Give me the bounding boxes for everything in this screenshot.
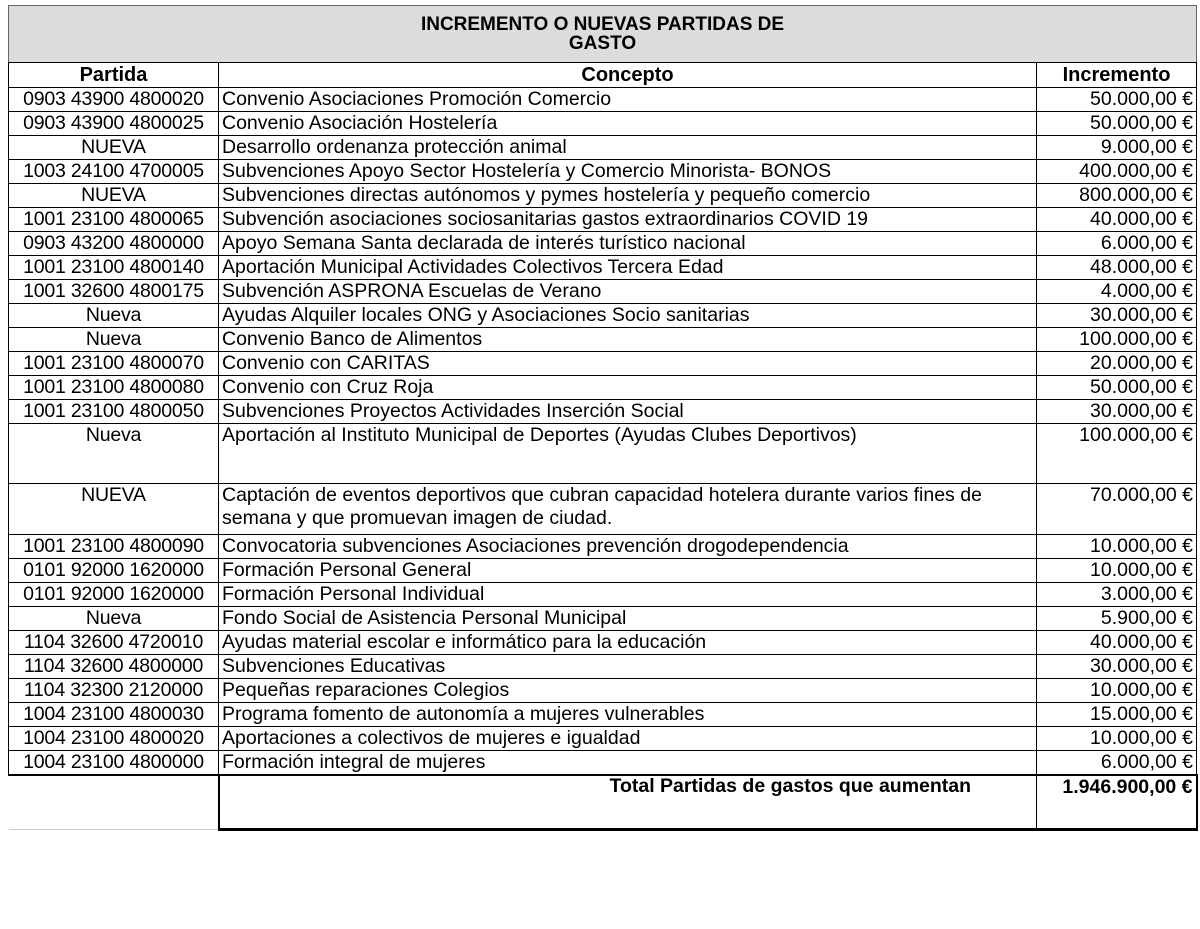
- incremento-cell: 70.000,00 €: [1037, 484, 1197, 535]
- concepto-cell: Convenio Banco de Alimentos: [219, 328, 1037, 352]
- partida-cell: 0903 43900 4800025: [9, 112, 219, 136]
- incremento-cell: 10.000,00 €: [1037, 559, 1197, 583]
- concepto-cell: Subvenciones Apoyo Sector Hostelería y Comercio Minorista- BONOS: [219, 160, 1037, 184]
- incremento-cell: 50.000,00 €: [1037, 88, 1197, 112]
- table-row: [9, 280, 1197, 304]
- table-row: [9, 304, 1197, 328]
- concepto-cell: Formación Personal Individual: [219, 583, 1037, 607]
- concepto-cell: Formación Personal General: [219, 559, 1037, 583]
- partida-cell: 1001 23100 4800080: [9, 376, 219, 400]
- concepto-cell: Convenio con CARITAS: [219, 352, 1037, 376]
- total-amount: 1.946.900,00 €: [1037, 775, 1197, 829]
- partida-cell: Nueva: [9, 607, 219, 631]
- incremento-cell: 10.000,00 €: [1037, 679, 1197, 703]
- header-partida: Partida: [9, 63, 219, 88]
- partida-cell: 0903 43200 4800000: [9, 232, 219, 256]
- concepto-cell: Convocatoria subvenciones Asociaciones prevención drogodependencia: [219, 535, 1037, 559]
- partida-cell: 1001 23100 4800140: [9, 256, 219, 280]
- incremento-cell: 9.000,00 €: [1037, 136, 1197, 160]
- table-row: [9, 424, 1197, 484]
- concepto-cell: Subvención asociaciones sociosanitarias gastos extraordinarios COVID 19: [219, 208, 1037, 232]
- partida-cell: NUEVA: [9, 184, 219, 208]
- partida-cell: 1004 23100 4800000: [9, 751, 219, 776]
- partida-cell: 1001 23100 4800050: [9, 400, 219, 424]
- table-title: [9, 6, 1197, 63]
- table-row: [9, 376, 1197, 400]
- partida-cell: Nueva: [9, 424, 219, 484]
- incremento-cell: 3.000,00 €: [1037, 583, 1197, 607]
- total-label: Total Partidas de gastos que aumentan: [219, 775, 1037, 829]
- concepto-cell: Subvenciones Educativas: [219, 655, 1037, 679]
- table-row: [9, 655, 1197, 679]
- incremento-cell: 48.000,00 €: [1037, 256, 1197, 280]
- concepto-cell: Programa fomento de autonomía a mujeres vulnerables: [219, 703, 1037, 727]
- concepto-cell: Apoyo Semana Santa declarada de interés turístico nacional: [219, 232, 1037, 256]
- partida-cell: 1001 23100 4800070: [9, 352, 219, 376]
- concepto-cell: Fondo Social de Asistencia Personal Municipal: [219, 607, 1037, 631]
- header-row: [9, 63, 1197, 88]
- concepto-cell: Subvenciones directas autónomos y pymes hostelería y pequeño comercio: [219, 184, 1037, 208]
- table-row: [9, 400, 1197, 424]
- table-row: [9, 607, 1197, 631]
- table-row: [9, 679, 1197, 703]
- partida-cell: 1104 32600 4720010: [9, 631, 219, 655]
- incremento-cell: 50.000,00 €: [1037, 376, 1197, 400]
- incremento-cell: 100.000,00 €: [1037, 424, 1197, 484]
- partida-cell: Nueva: [9, 328, 219, 352]
- table-row: [9, 727, 1197, 751]
- table-row: [9, 160, 1197, 184]
- table-row: [9, 256, 1197, 280]
- table-row: [9, 232, 1197, 256]
- concepto-cell: Pequeñas reparaciones Colegios: [219, 679, 1037, 703]
- table-row: [9, 559, 1197, 583]
- table-title-line1: INCREMENTO O NUEVAS PARTIDAS DE: [420, 14, 785, 35]
- incremento-cell: 20.000,00 €: [1037, 352, 1197, 376]
- partida-cell: 0101 92000 1620000: [9, 559, 219, 583]
- partida-cell: 0903 43900 4800020: [9, 88, 219, 112]
- concepto-cell: Convenio Asociación Hostelería: [219, 112, 1037, 136]
- incremento-cell: 5.900,00 €: [1037, 607, 1197, 631]
- incremento-cell: 10.000,00 €: [1037, 727, 1197, 751]
- partida-cell: 1004 23100 4800030: [9, 703, 219, 727]
- concepto-cell: Aportación Municipal Actividades Colectivos Tercera Edad: [219, 256, 1037, 280]
- concepto-cell: Convenio con Cruz Roja: [219, 376, 1037, 400]
- table-row: [9, 328, 1197, 352]
- partida-cell: 1104 32600 4800000: [9, 655, 219, 679]
- total-blank-cell: [9, 775, 219, 829]
- header-concepto: Concepto: [219, 63, 1037, 88]
- header-incremento: Incremento: [1037, 63, 1197, 88]
- partida-cell: 1003 24100 4700005: [9, 160, 219, 184]
- partida-cell: 1001 23100 4800065: [9, 208, 219, 232]
- incremento-cell: 40.000,00 €: [1037, 631, 1197, 655]
- partida-cell: 1001 32600 4800175: [9, 280, 219, 304]
- partida-cell: 1104 32300 2120000: [9, 679, 219, 703]
- table-row: [9, 484, 1197, 535]
- incremento-cell: 800.000,00 €: [1037, 184, 1197, 208]
- table-row: [9, 184, 1197, 208]
- concepto-cell: Desarrollo ordenanza protección animal: [219, 136, 1037, 160]
- incremento-cell: 30.000,00 €: [1037, 400, 1197, 424]
- table-row: [9, 112, 1197, 136]
- concepto-cell: Ayudas material escolar e informático para la educación: [219, 631, 1037, 655]
- partida-cell: Nueva: [9, 304, 219, 328]
- incremento-cell: 30.000,00 €: [1037, 304, 1197, 328]
- concepto-cell: Convenio Asociaciones Promoción Comercio: [219, 88, 1037, 112]
- concepto-cell: Subvención ASPRONA Escuelas de Verano: [219, 280, 1037, 304]
- budget-table: [8, 5, 1198, 831]
- table-row: [9, 88, 1197, 112]
- partida-cell: NUEVA: [9, 484, 219, 535]
- incremento-cell: 6.000,00 €: [1037, 232, 1197, 256]
- incremento-cell: 6.000,00 €: [1037, 751, 1197, 776]
- incremento-cell: 40.000,00 €: [1037, 208, 1197, 232]
- total-row: [9, 775, 1197, 829]
- table-title-row: [9, 6, 1197, 63]
- table-row: [9, 208, 1197, 232]
- table-row: [9, 583, 1197, 607]
- incremento-cell: 400.000,00 €: [1037, 160, 1197, 184]
- incremento-cell: 50.000,00 €: [1037, 112, 1197, 136]
- concepto-cell: Captación de eventos deportivos que cubran capacidad hotelera durante varios fines de semana y que promuevan imagen de ciudad.: [219, 484, 1037, 535]
- incremento-cell: 4.000,00 €: [1037, 280, 1197, 304]
- table-row: [9, 535, 1197, 559]
- partida-cell: 1004 23100 4800020: [9, 727, 219, 751]
- table-row: [9, 136, 1197, 160]
- table-row: [9, 352, 1197, 376]
- concepto-cell: Aportación al Instituto Municipal de Deportes (Ayudas Clubes Deportivos): [219, 424, 1037, 484]
- concepto-cell: Ayudas Alquiler locales ONG y Asociaciones Socio sanitarias: [219, 304, 1037, 328]
- incremento-cell: 15.000,00 €: [1037, 703, 1197, 727]
- table-title-line2: GASTO: [568, 33, 637, 54]
- concepto-cell: Aportaciones a colectivos de mujeres e igualdad: [219, 727, 1037, 751]
- partida-cell: 0101 92000 1620000: [9, 583, 219, 607]
- concepto-cell: Formación integral de mujeres: [219, 751, 1037, 776]
- incremento-cell: 30.000,00 €: [1037, 655, 1197, 679]
- partida-cell: 1001 23100 4800090: [9, 535, 219, 559]
- incremento-cell: 100.000,00 €: [1037, 328, 1197, 352]
- table-row: [9, 751, 1197, 776]
- incremento-cell: 10.000,00 €: [1037, 535, 1197, 559]
- budget-table-container: [8, 5, 1196, 831]
- concepto-cell: Subvenciones Proyectos Actividades Inserción Social: [219, 400, 1037, 424]
- table-row: [9, 703, 1197, 727]
- partida-cell: NUEVA: [9, 136, 219, 160]
- table-row: [9, 631, 1197, 655]
